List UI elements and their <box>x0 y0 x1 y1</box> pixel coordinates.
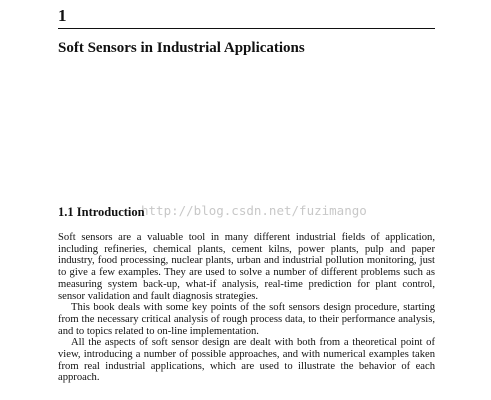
chapter-number: 1 <box>58 6 67 25</box>
chapter-title: Soft Sensors in Industrial Applications <box>58 40 305 56</box>
paragraph-2: This book deals with some key points of the soft sensors design procedure, starting from the necessary critical analysis of rough process data, to their performance analysis, and to topics related to on-line implementation. <box>58 302 435 337</box>
paragraph-3: All the aspects of soft sensor design are dealt with both from a theoretical point of view, introducing a number of possible approaches, and with numerical examples taken from real industrial applications, which are used to illustrate the behavior of each approach. <box>58 337 435 384</box>
section-heading: 1.1 Introduction <box>58 205 145 219</box>
body-text <box>58 232 435 384</box>
chapter-rule <box>58 28 435 29</box>
watermark-url: http://blog.csdn.net/fuzimango <box>141 203 367 218</box>
paragraph-1: Soft sensors are a valuable tool in many different industrial fields of application, including refineries, chemical plants, cement kilns, power plants, pulp and paper industry, food processing, nuclear plants, urban and industrial pollution monitoring, just to give a few examples. They are used to solve a number of different problems such as measuring system back-up, what-if analysis, real-time prediction for plant control, sensor validation and fault diagnosis strategies. <box>58 232 435 302</box>
